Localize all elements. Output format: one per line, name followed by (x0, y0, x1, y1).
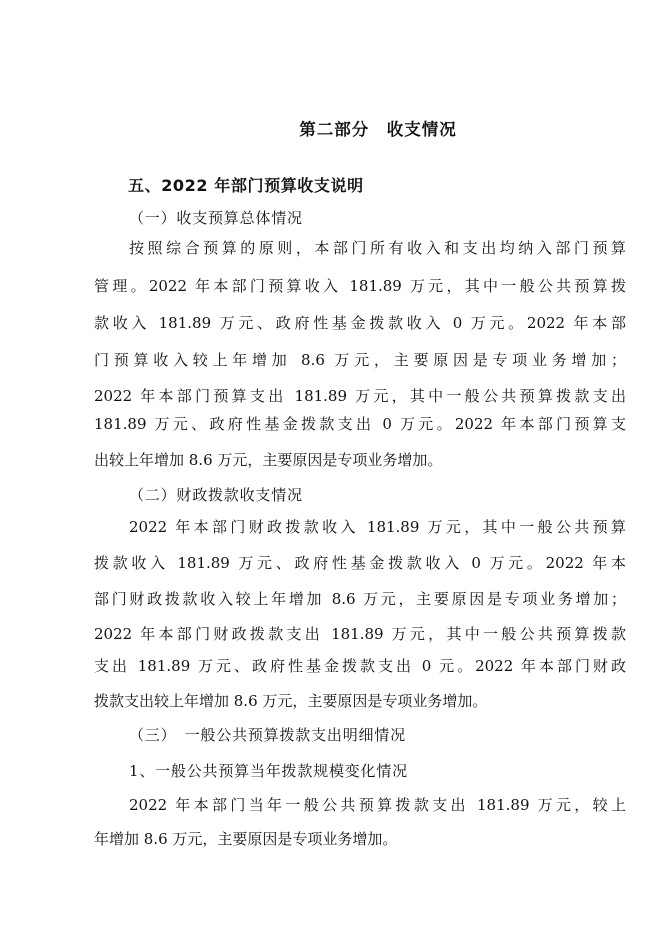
paragraph-line: 拨款收入 181.89 万元、政府性基金拨款收入 0 万元。2022 年本 (94, 554, 626, 572)
paragraph-line: 按照综合预算的原则，本部门所有收入和支出均纳入部门预算 (129, 239, 626, 257)
paragraph-line: 管理。2022 年本部门预算收入 181.89 万元，其中一般公共预算拨 (94, 277, 626, 295)
section-heading-5: 五、2022 年部门预算收支说明 (128, 176, 364, 195)
paragraph-line: 拨款支出较上年增加 8.6 万元，主要原因是专项业务增加。 (94, 692, 488, 710)
paragraph-line: 2022 年本部门预算支出 181.89 万元，其中一般公共预算拨款支出 (94, 387, 626, 405)
subsection-heading-1: （一）收支预算总体情况 (129, 209, 303, 227)
paragraph-line: 181.89 万元、政府性基金拨款支出 0 万元。2022 年本部门预算支 (94, 415, 626, 433)
paragraph-line: 2022 年本部门财政拨款收入 181.89 万元，其中一般公共预算 (129, 518, 626, 536)
paragraph-line: 2022 年本部门当年一般公共预算拨款支出 181.89 万元，较上 (129, 796, 626, 814)
subsection-heading-2: （二）财政拨款收支情况 (129, 486, 303, 504)
paragraph-line: 部门财政拨款收入较上年增加 8.6 万元，主要原因是专项业务增加； (94, 590, 626, 608)
paragraph-line: 支出 181.89 万元、政府性基金拨款支出 0 元。2022 年本部门财政 (94, 657, 626, 675)
item-heading-1: 1、一般公共预算当年拨款规模变化情况 (129, 762, 408, 780)
paragraph-line: 款收入 181.89 万元、政府性基金拨款收入 0 万元。2022 年本部 (94, 314, 626, 332)
paragraph-line: 门预算收入较上年增加 8.6 万元，主要原因是专项业务增加； (94, 351, 626, 369)
subsection-heading-3: （三） 一般公共预算拨款支出明细情况 (129, 726, 406, 744)
paragraph-line: 2022 年本部门财政拨款支出 181.89 万元，其中一般公共预算拨款 (94, 625, 626, 643)
paragraph-line: 年增加 8.6 万元，主要原因是专项业务增加。 (94, 830, 398, 848)
page-title: 第二部分 收支情况 (299, 120, 457, 139)
paragraph-line: 出较上年增加 8.6 万元，主要原因是专项业务增加。 (94, 451, 443, 469)
